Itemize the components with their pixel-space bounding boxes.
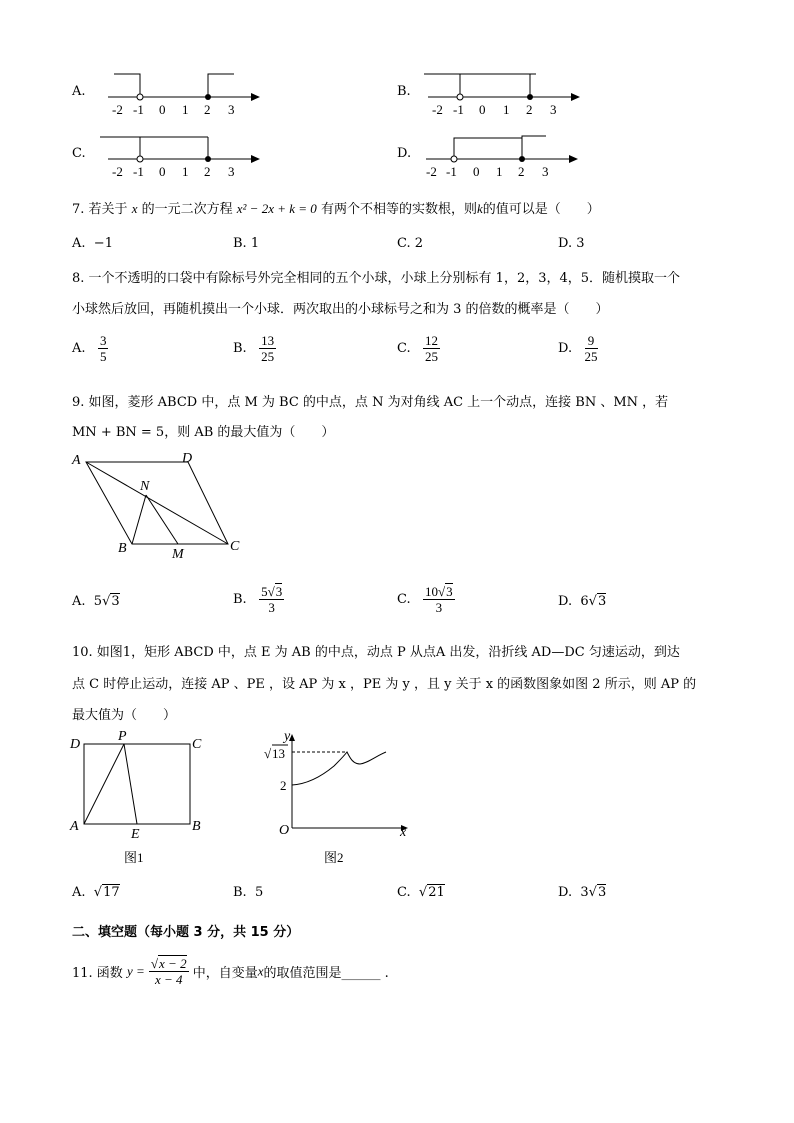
- label-N: N: [140, 479, 150, 494]
- q9-stem-line2: MN + BN = 5，则 AB 的最大值为（ ）: [72, 425, 335, 440]
- q9-option-A[interactable]: A. 5√3: [72, 594, 120, 609]
- numberline-B: [420, 66, 590, 118]
- tick: -2: [112, 164, 123, 179]
- section-2-title: 二、填空题（每小题 3 分，共 15 分）: [72, 925, 300, 940]
- q9-option-B[interactable]: B. $\frac{5√3}{3}$: [233, 584, 283, 615]
- tick: 1: [182, 164, 189, 179]
- option-D-label: D.: [397, 146, 412, 161]
- q10-stem-line1: 10. 如图1，矩形 ABCD 中，点 E 为 AB 的中点，动点 P 从点A 出发，沿折线 AD—DC 匀速运动，到达: [72, 645, 680, 660]
- q8-stem-line1: 8. 一个不透明的口袋中有除标号外完全相同的五个小球，小球上分别标有 1，2，3，4，5．随机摸取一个: [72, 271, 681, 286]
- sqrt-sign: √: [264, 746, 272, 761]
- axis-label-y: y: [284, 729, 291, 744]
- axis-label-x: x: [400, 825, 407, 840]
- numberline-A: [100, 66, 270, 118]
- tick: 3: [550, 102, 557, 117]
- tick: 0: [159, 102, 166, 117]
- tick-label-sqrt13: 13: [272, 746, 285, 761]
- label-D: D: [70, 737, 81, 752]
- figure-2-caption: 图2: [324, 850, 344, 865]
- tick: 2: [204, 164, 211, 179]
- tick: -1: [133, 164, 144, 179]
- q10-stem-line2: 点 C 时停止运动，连接 AP 、PE ，设 AP 为 x ，PE 为 y ，且 y 关于 x 的函数图象如图 2 所示，则 AP 的: [72, 677, 697, 692]
- label-B: B: [118, 541, 127, 556]
- tick: 1: [503, 102, 510, 117]
- q8-option-B[interactable]: B. $\frac{13}{25}$: [233, 333, 275, 364]
- q10-stem-line3: 最大值为（ ）: [72, 708, 177, 723]
- q8-option-C[interactable]: C. $\frac{12}{25}$: [397, 333, 439, 364]
- q10-option-C[interactable]: C. √21: [397, 885, 445, 900]
- q8-option-A[interactable]: A. $\frac{3}{5}$: [72, 333, 107, 364]
- q11-stem: 11. 函数 y = $\frac{√x - 2}{x - 4}$ 中，自变量x的取值范围是______ .: [72, 956, 389, 987]
- label-A: A: [70, 819, 79, 834]
- q10-figure-1: [68, 728, 218, 868]
- tick: 3: [542, 164, 549, 179]
- figure-1-caption: 图1: [124, 850, 144, 865]
- q7-option-B[interactable]: B. 1: [233, 236, 260, 251]
- tick-label-2: 2: [280, 778, 287, 793]
- numberline-D: [418, 128, 588, 180]
- tick: 3: [228, 164, 235, 179]
- tick: -1: [446, 164, 457, 179]
- option-C-label: C.: [72, 146, 86, 161]
- q10-option-A[interactable]: A. √17: [72, 885, 120, 900]
- tick: -2: [426, 164, 437, 179]
- q7-option-D[interactable]: D. 3: [558, 236, 585, 251]
- q10-option-B[interactable]: B. 5: [233, 885, 264, 900]
- option-A-label: A.: [72, 84, 86, 99]
- label-C: C: [230, 539, 240, 554]
- q8-option-D[interactable]: D. $\frac{9}{25}$: [558, 333, 598, 364]
- q7-option-C[interactable]: C. 2: [397, 236, 424, 251]
- tick: 2: [526, 102, 533, 117]
- tick: -1: [133, 102, 144, 117]
- tick: 1: [182, 102, 189, 117]
- tick: 2: [204, 102, 211, 117]
- q10-figure-2-graph: [258, 728, 418, 868]
- label-B: B: [192, 819, 201, 834]
- tick: -2: [432, 102, 443, 117]
- q8-stem-line2: 小球然后放回，再随机摸出一个小球．两次取出的小球标号之和为 3 的倍数的概率是（ ）: [72, 302, 609, 317]
- tick: 3: [228, 102, 235, 117]
- numberline-C: [100, 128, 270, 180]
- tick: 2: [518, 164, 525, 179]
- label-P: P: [118, 729, 127, 744]
- q9-rhombus-figure: [68, 450, 258, 565]
- q7-option-A[interactable]: A. −1: [72, 236, 113, 251]
- label-A: A: [72, 453, 81, 468]
- tick: 0: [473, 164, 480, 179]
- tick: -2: [112, 102, 123, 117]
- label-E: E: [131, 827, 140, 842]
- q9-stem-line1: 9. 如图，菱形 ABCD 中，点 M 为 BC 的中点，点 N 为对角线 AC 上一个动点，连接 BN 、MN ，若: [72, 395, 669, 410]
- label-M: M: [172, 547, 184, 562]
- q9-option-D[interactable]: D. 6√3: [558, 594, 607, 609]
- origin-label: O: [279, 823, 290, 838]
- q7-stem: 7. 若关于 x 的一元二次方程 x² − 2x + k = 0 有两个不相等的实数根，则k的值可以是（ ）: [72, 201, 600, 217]
- tick: 1: [496, 164, 503, 179]
- q9-option-C[interactable]: C. $\frac{10√3}{3}$: [397, 584, 453, 615]
- tick: -1: [453, 102, 464, 117]
- label-C: C: [192, 737, 202, 752]
- option-B-label: B.: [397, 84, 411, 99]
- tick: 0: [479, 102, 486, 117]
- q10-option-D[interactable]: D. 3√3: [558, 885, 607, 900]
- tick: 0: [159, 164, 166, 179]
- label-D: D: [182, 451, 193, 466]
